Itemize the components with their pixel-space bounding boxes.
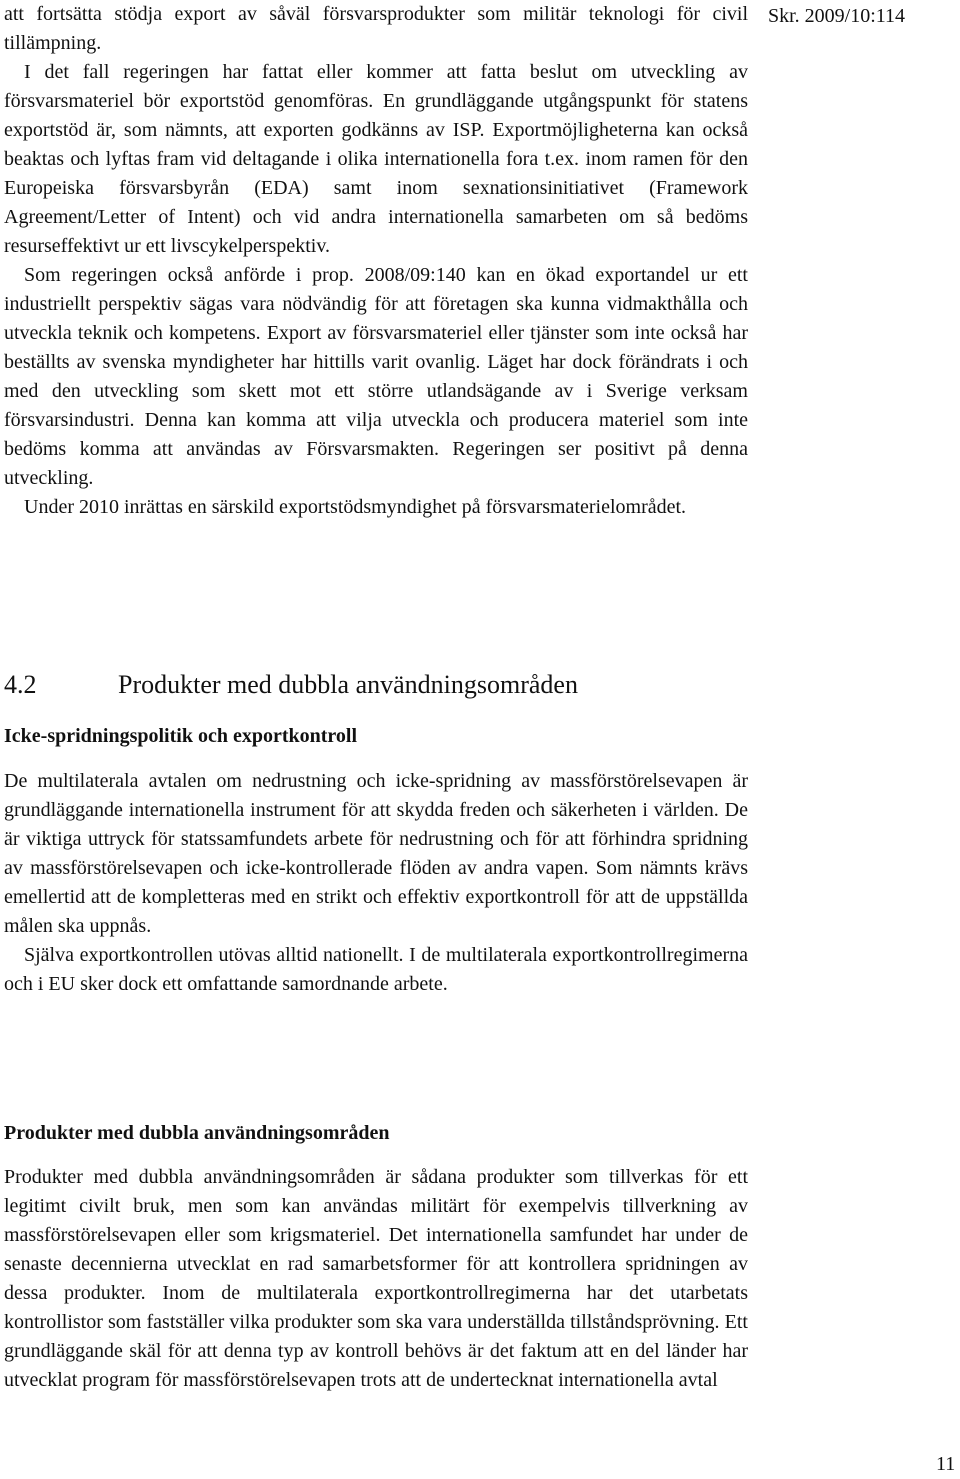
- section-non-proliferation: [4, 767, 748, 999]
- section-heading: [4, 668, 748, 702]
- paragraph: Som regeringen också anförde i prop. 2008/09:140 kan en ökad exportandel ur ett industriellt perspektiv sägas vara nödvändig för att företagen ska kunna vidmakthålla och utveckla teknik och kompetens. Export av försvarsmateriel eller tjänster som inte också har beställts av svenska myndigheter har hittills varit ovanlig. Läget har dock förändrats i och med den utveckling som skett mot ett större utlandsägande av i Sverige verksam försvarsindustri. Denna kan komma att vilja utveckla och producera materiel som inte bedöms komma att användas av Försvarsmakten. Regeringen ser positivt på denna utveckling.: [4, 264, 748, 489]
- section-dual-use: [4, 1163, 748, 1395]
- paragraph: Under 2010 inrättas en särskild exportstödsmyndighet på försvarsmaterielområdet.: [24, 496, 687, 518]
- subheading: Produkter med dubbla användningsområden: [4, 1122, 390, 1144]
- paragraph: Själva exportkontrollen utövas alltid nationellt. I de multilaterala exportkontrollregimerna och i EU sker dock ett omfattande samordnande arbete.: [4, 944, 748, 995]
- page-number: 11: [936, 1453, 956, 1475]
- section-number: 4.2: [4, 670, 37, 699]
- document-reference: Skr. 2009/10:114: [768, 5, 906, 27]
- paragraph: Produkter med dubbla användningsområden är sådana produkter som tillverkas för ett legitimt civilt bruk, men som kan användas militärt för exempelvis tillverkning av massförstörelsevapen eller som krigsmateriel. Det internationella samfundet har under de senaste decennierna utvecklat en rad samarbetsformer för att kontrollera spridningen av dessa produkter. Inom de multilaterala exportkontrollregimerna har det utarbetats kontrollistor som fastställer vilka produkter som ska vara underställda tillståndsprövning. Ett grundläggande skäl för att denna typ av kontroll behövs är det faktum att en del länder har utvecklat program för massförstörelsevapen trots att de undertecknat internationella avtal: [4, 1166, 748, 1391]
- paragraph: I det fall regeringen har fattat eller kommer att fatta beslut om utveckling av försvarsmateriel bör exportstöd genomföras. En grundläggande utgångspunkt för statens exportstöd är, som nämnts, att exporten godkänns av ISP. Exportmöjligheterna kan också beaktas och lyftas fram vid deltagande i olika internationella fora t.ex. inom ramen för den Europeiska försvarsbyrån (EDA) samt inom sexnationsinitiativet (Framework Agreement/Letter of Intent) och vid andra internationella samarbeten om så bedöms resurseffektivt ur ett livscykelperspektiv.: [4, 61, 748, 257]
- paragraph: De multilaterala avtalen om nedrustning och icke-spridning av massförstörelsevapen är grundläggande internationella instrument för att skydda freden och säkerheten i världen. De är viktiga uttryck för statssamfundets arbete för nedrustning och för att förhindra spridning av massförstörelsevapen och icke-kontrollerade flöden av andra vapen. Som nämnts krävs emellertid att de kompletteras med en strikt och effektiv exportkontroll för att de uppställda målen ska uppnås.: [4, 770, 748, 937]
- section-title: Produkter med dubbla användningsområden: [118, 670, 578, 699]
- section-export-support: [4, 0, 748, 522]
- subheading: Icke-spridningspolitik och exportkontroll: [4, 725, 358, 747]
- paragraph: att fortsätta stödja export av såväl försvarsprodukter som militär teknologi för civil tillämpning.: [4, 3, 748, 54]
